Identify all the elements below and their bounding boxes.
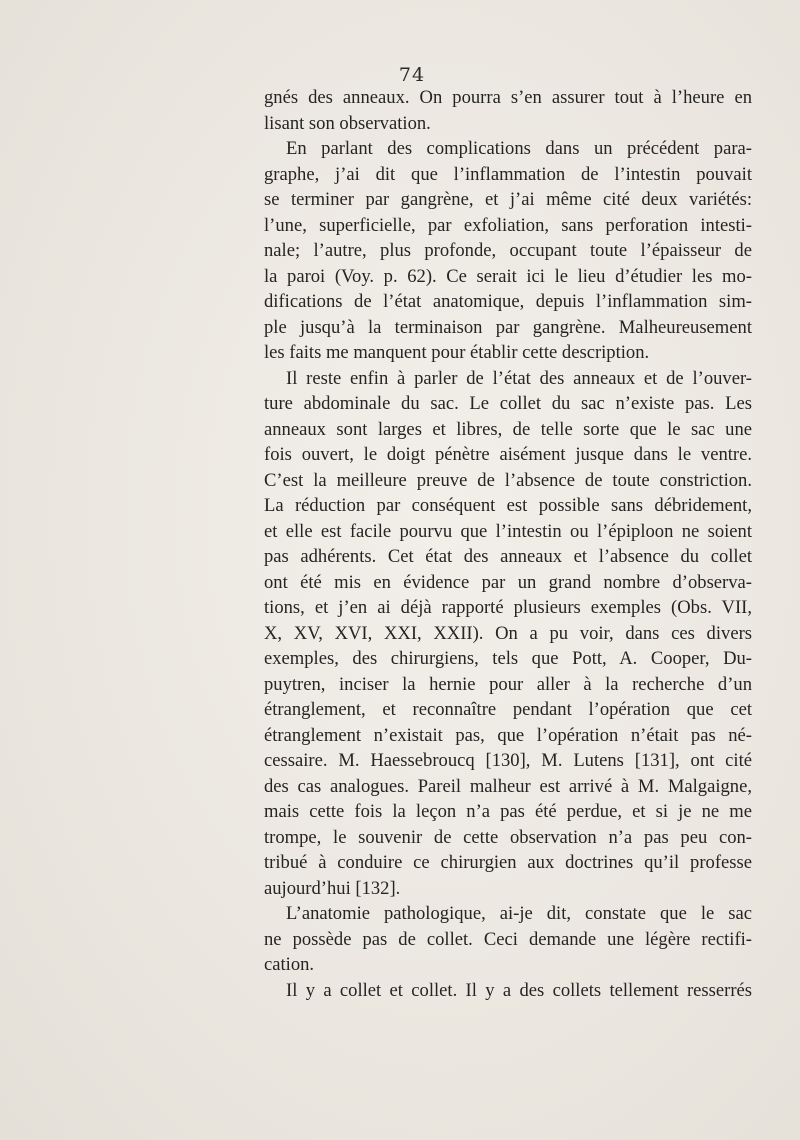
text-line: difications de l’état anatomique, depuis l’inflammation sim- — [264, 291, 752, 312]
text-line: cessaire. M. Haessebroucq [130], M. Lutens [131], ont cité — [264, 750, 752, 771]
text-line: la paroi (Voy. p. 62). Ce serait ici le lieu d’étudier les mo- — [264, 265, 752, 287]
body-text — [264, 85, 752, 1003]
text-line: nale; l’autre, plus profonde, occupant toute l’épaisseur de — [264, 240, 752, 261]
text-line: X, XV, XVI, XXI, XXII). On a pu voir, dans ces divers — [264, 622, 752, 644]
text-line: trompe, le souvenir de cette observation n’a pas peu con- — [264, 826, 752, 848]
text-line: tribué à conduire ce chirurgien aux doctrines qu’il professe — [264, 852, 752, 873]
text-line: puytren, inciser la hernie pour aller à la recherche d’un — [264, 673, 752, 695]
text-line: ont été mis en évidence par un grand nombre d’observa- — [264, 571, 752, 593]
text-line: étranglement, et reconnaître pendant l’opération que cet — [264, 699, 752, 720]
text-line: C’est la meilleure preuve de l’absence de toute constriction. — [264, 469, 752, 491]
text-line: aujourd’hui [132]. — [264, 877, 401, 899]
text-line: ture abdominale du sac. Le collet du sac n’existe pas. Les — [264, 393, 752, 414]
text-line: pas adhérents. Cet état des anneaux et l’absence du collet — [264, 546, 752, 567]
text-line: anneaux sont larges et libres, de telle sorte que le sac une — [264, 418, 752, 440]
text-line: fois ouvert, le doigt pénètre aisément jusque dans le ventre. — [264, 444, 752, 465]
text-line: les faits me manquent pour établir cette description. — [264, 342, 650, 363]
text-line: exemples, des chirurgiens, tels que Pott, A. Cooper, Du- — [264, 648, 752, 669]
text-line: mais cette fois la leçon n’a pas été perdue, et si je ne me — [264, 801, 752, 822]
text-line: l’une, superficielle, par exfoliation, sans perforation intesti- — [264, 214, 752, 236]
text-line: Il reste enfin à parler de l’état des anneaux et de l’ouver- — [286, 367, 752, 389]
text-line: ple jusqu’à la terminaison par gangrène. Malheureusement — [264, 316, 752, 338]
page-number: 74 — [398, 64, 426, 86]
text-line: et elle est facile pourvu que l’intestin ou l’épiploon ne soient — [264, 520, 752, 542]
text-line: En parlant des complications dans un précédent para- — [286, 138, 752, 159]
text-line: Il y a collet et collet. Il y a des collets tellement resserrés — [286, 979, 752, 1001]
text-line: La réduction par conséquent est possible sans débridement, — [264, 495, 752, 516]
text-line: L’anatomie pathologique, ai-je dit, constate que le sac — [286, 903, 752, 924]
text-line: cation. — [264, 954, 315, 975]
text-line: tions, et j’en ai déjà rapporté plusieurs exemples (Obs. VII, — [264, 597, 752, 618]
text-line: des cas analogues. Pareil malheur est arrivé à M. Malgaigne, — [264, 775, 752, 797]
text-line: gnés des anneaux. On pourra s’en assurer tout à l’heure en — [264, 87, 752, 108]
text-line: étranglement n’existait pas, que l’opération n’était pas né- — [264, 724, 752, 746]
text-line: se terminer par gangrène, et j’ai même cité deux variétés: — [264, 189, 752, 210]
text-line: ne possède pas de collet. Ceci demande une légère rectifi- — [264, 928, 752, 950]
text-line: lisant son observation. — [264, 112, 431, 134]
text-line: graphe, j’ai dit que l’inflammation de l’intestin pouvait — [264, 163, 752, 185]
